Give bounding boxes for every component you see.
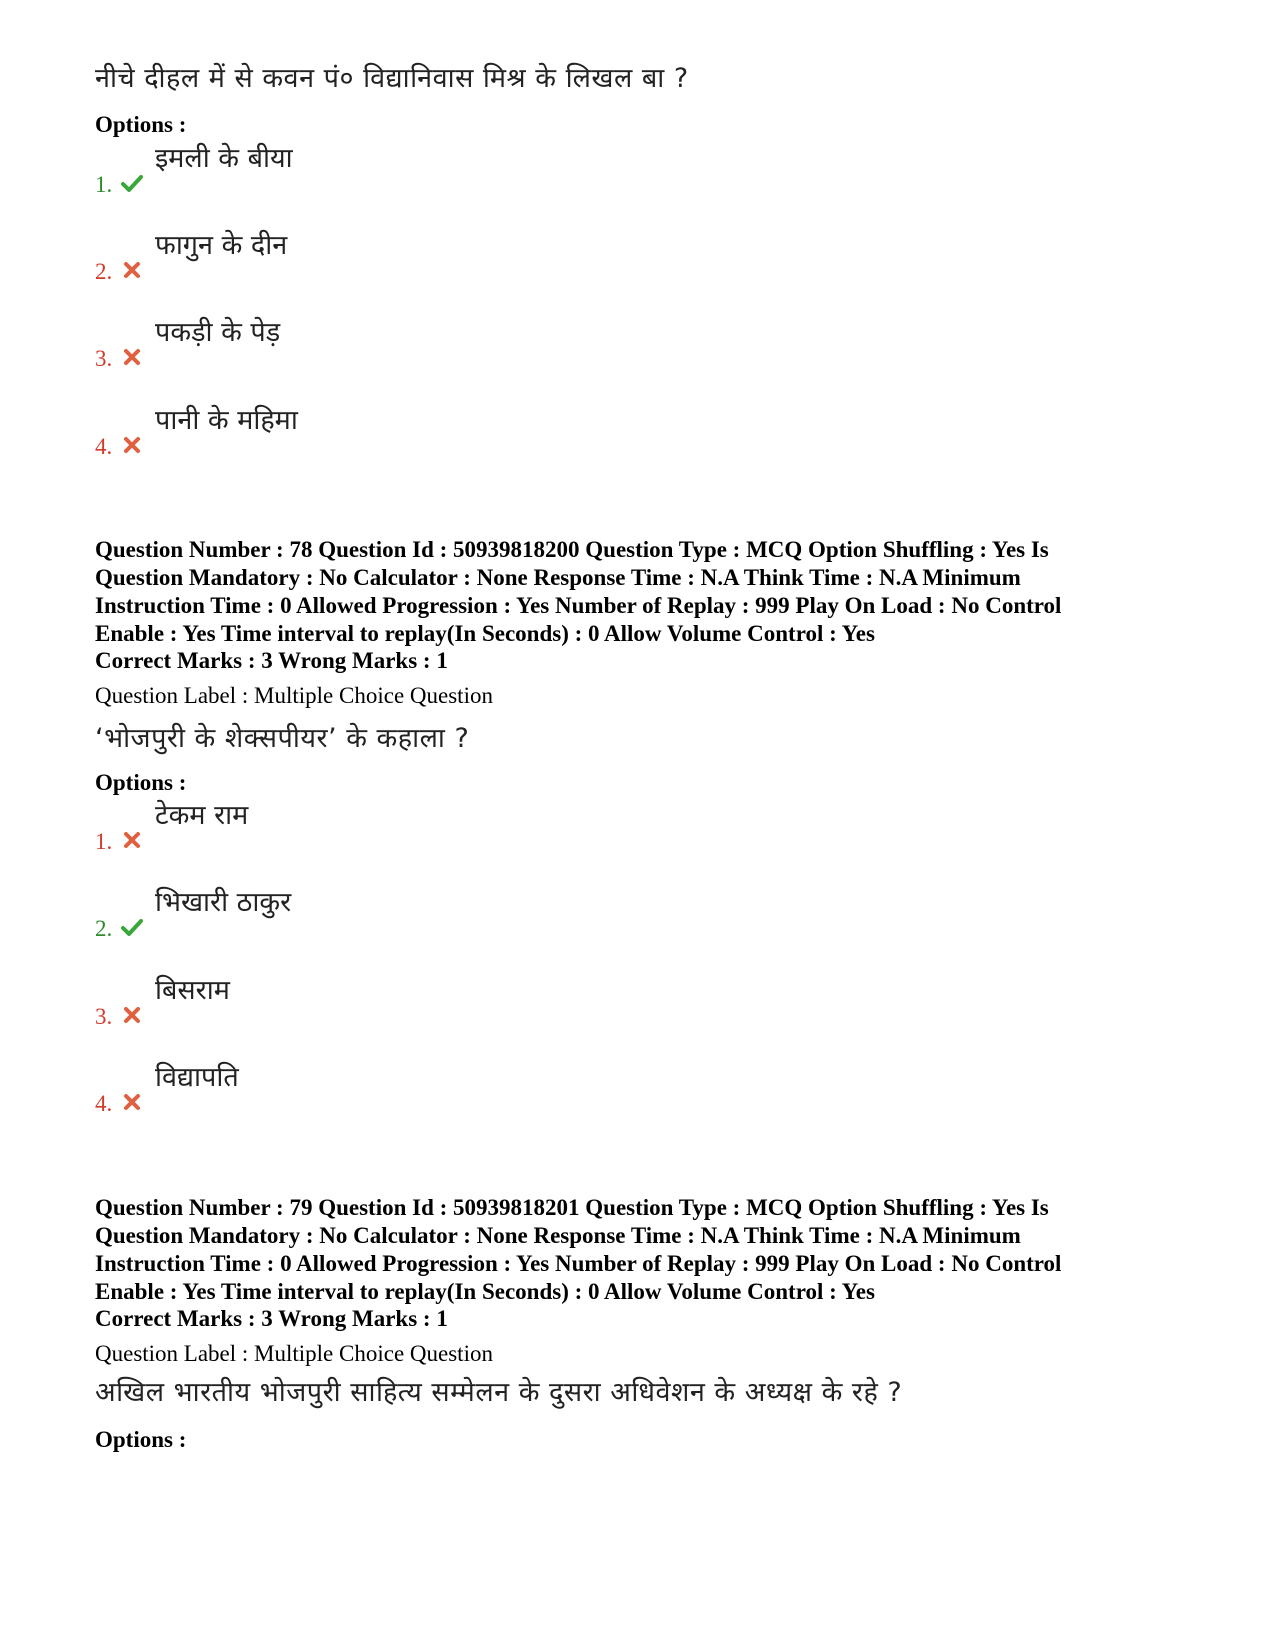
option-text: बिसराम — [155, 975, 230, 1006]
option-text: पानी के महिमा — [155, 405, 298, 436]
cross-icon — [121, 1091, 143, 1113]
question-79-label: Question Label : Multiple Choice Question — [95, 1341, 493, 1366]
meta-line: Question Number : 79 Question Id : 50939818201 Question Type : MCQ Option Shuffling : Yes Is — [95, 1195, 1049, 1220]
cross-icon — [121, 829, 143, 851]
cross-icon — [121, 259, 143, 281]
q77-option-2 — [95, 225, 695, 285]
question-78-options-label: Options : — [95, 770, 187, 795]
question-78-marks: Correct Marks : 3 Wrong Marks : 1 — [95, 648, 448, 673]
meta-line: Enable : Yes Time interval to replay(In Seconds) : 0 Allow Volume Control : Yes — [95, 621, 875, 646]
cross-icon — [121, 1004, 143, 1026]
option-number: 4. — [95, 434, 113, 459]
question-79-marks: Correct Marks : 3 Wrong Marks : 1 — [95, 1306, 448, 1331]
question-79-options-label: Options : — [95, 1427, 187, 1452]
meta-line: Question Mandatory : No Calculator : None Response Time : N.A Think Time : N.A Minimum — [95, 1223, 1021, 1248]
option-number: 1. — [95, 172, 113, 197]
question-77-options-label: Options : — [95, 112, 187, 137]
q77-option-4 — [95, 400, 695, 460]
question-79-text: अखिल भारतीय भोजपुरी साहित्य सम्मेलन के दुसरा अधिवेशन के अध्यक्ष के रहे ? — [95, 1377, 903, 1408]
option-number: 2. — [95, 916, 113, 941]
option-number: 3. — [95, 346, 113, 371]
meta-line: Instruction Time : 0 Allowed Progression : Yes Number of Replay : 999 Play On Load : No Control — [95, 1251, 1062, 1276]
option-text: भिखारी ठाकुर — [155, 887, 292, 918]
question-78-label: Question Label : Multiple Choice Question — [95, 683, 493, 708]
question-78-meta — [95, 536, 1155, 648]
meta-line: Question Mandatory : No Calculator : None Response Time : N.A Think Time : N.A Minimum — [95, 565, 1021, 590]
meta-line: Instruction Time : 0 Allowed Progression : Yes Number of Replay : 999 Play On Load : No Control — [95, 593, 1062, 618]
cross-icon — [121, 434, 143, 456]
meta-line: Question Number : 78 Question Id : 50939818200 Question Type : MCQ Option Shuffling : Yes Is — [95, 537, 1049, 562]
option-number: 4. — [95, 1091, 113, 1116]
option-text: विद्यापति — [155, 1062, 239, 1093]
check-icon — [121, 916, 143, 938]
q77-option-3 — [95, 312, 695, 372]
option-number: 3. — [95, 1004, 113, 1029]
option-number: 1. — [95, 829, 113, 854]
cross-icon — [121, 346, 143, 368]
q78-option-1 — [95, 795, 695, 855]
option-number: 2. — [95, 259, 113, 284]
option-text: टेकम राम — [155, 800, 249, 831]
q78-option-4 — [95, 1057, 695, 1117]
question-77-text: नीचे दीहल में से कवन पं० विद्यानिवास मिश्र के लिखल बा ? — [95, 63, 689, 94]
question-78-text: ‘भोजपुरी के शेक्सपीयर’ के कहाला ? — [95, 723, 470, 754]
q77-option-1 — [95, 138, 695, 198]
question-79-meta — [95, 1194, 1155, 1306]
option-text: पकड़ी के पेड़ — [155, 317, 281, 348]
meta-line: Enable : Yes Time interval to replay(In Seconds) : 0 Allow Volume Control : Yes — [95, 1279, 875, 1304]
check-icon — [121, 172, 143, 194]
q78-option-3 — [95, 970, 695, 1030]
q78-option-2 — [95, 882, 695, 942]
option-text: इमली के बीया — [155, 143, 293, 174]
option-text: फागुन के दीन — [155, 230, 288, 261]
